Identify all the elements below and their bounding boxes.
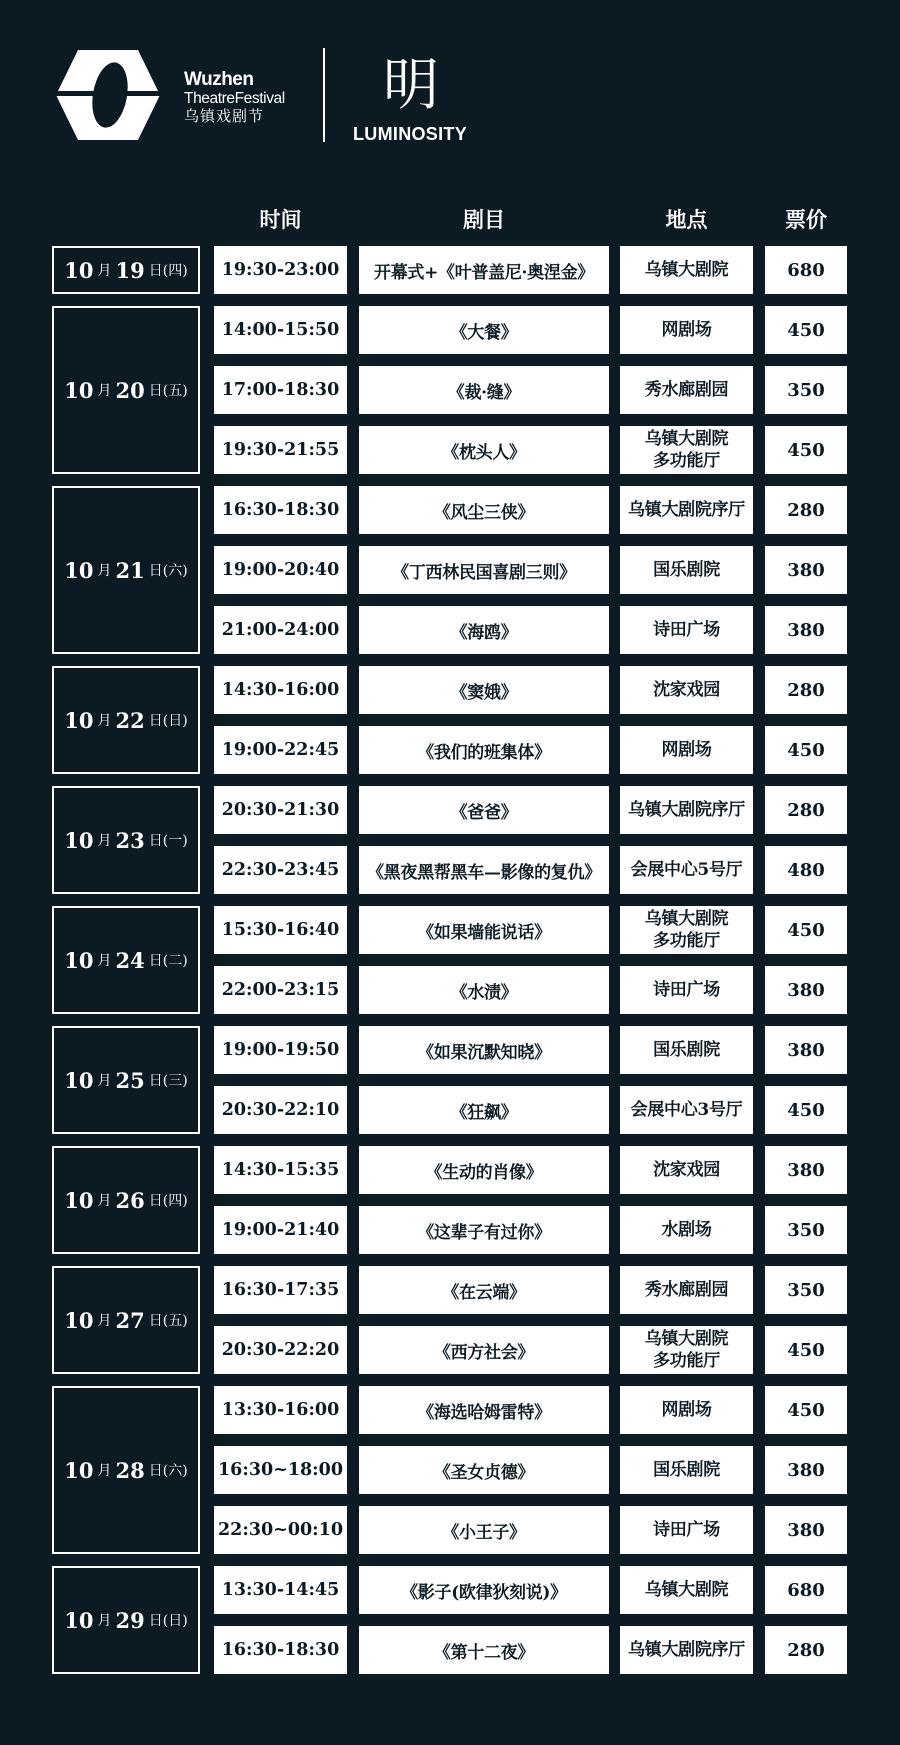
- month-label: 月: [97, 713, 112, 729]
- show-title-cell: 《水渍》: [359, 966, 609, 1014]
- date-day: 27: [115, 1307, 145, 1333]
- show-price-cell: 680: [765, 1566, 847, 1614]
- show-title-cell: 《爸爸》: [359, 786, 609, 834]
- show-venue-cell: 国乐剧院: [620, 546, 753, 594]
- column-header-venue: 地点: [665, 207, 708, 232]
- date-day: 26: [115, 1187, 145, 1213]
- show-time-cell: 16:30~18:00: [214, 1446, 347, 1494]
- show-price-cell: 280: [765, 786, 847, 834]
- show-title-cell: 《圣女贞德》: [359, 1446, 609, 1494]
- brand-name: Wuzhen: [184, 69, 254, 90]
- show-time-cell: 16:30-18:30: [214, 486, 347, 534]
- month-label: 月: [97, 1073, 112, 1089]
- show-time-cell: 20:30-22:10: [214, 1086, 347, 1134]
- date-cell: [52, 486, 200, 654]
- show-time-cell: 22:30~00:10: [214, 1506, 347, 1554]
- show-time-cell: 14:00-15:50: [214, 306, 347, 354]
- day-label: 日: [148, 263, 163, 279]
- day-label: 日: [148, 1073, 163, 1089]
- show-time-cell: 13:30-14:45: [214, 1566, 347, 1614]
- show-title-cell: 《这辈子有过你》: [359, 1206, 609, 1254]
- date-month: 10: [64, 947, 94, 973]
- show-time-cell: 19:00-22:45: [214, 726, 347, 774]
- show-title-cell: 《丁西林民国喜剧三则》: [359, 546, 609, 594]
- show-title-cell: 《风尘三侠》: [359, 486, 609, 534]
- show-price-cell: 450: [765, 726, 847, 774]
- date-month: 10: [64, 1067, 94, 1093]
- date-month: 10: [64, 1607, 94, 1633]
- show-time-cell: 20:30-21:30: [214, 786, 347, 834]
- date-day: 28: [115, 1457, 145, 1483]
- date-day: 23: [115, 827, 145, 853]
- show-time-cell: 16:30-17:35: [214, 1266, 347, 1314]
- column-header-show: 剧目: [463, 207, 505, 232]
- show-title-cell: 《第十二夜》: [359, 1626, 609, 1674]
- show-title-cell: 《生动的肖像》: [359, 1146, 609, 1194]
- show-title-cell: 《窦娥》: [359, 666, 609, 714]
- show-price-cell: 450: [765, 1086, 847, 1134]
- date-cell: [52, 306, 200, 474]
- show-time-cell: 20:30-22:20: [214, 1326, 347, 1374]
- show-time-cell: 19:00-21:40: [214, 1206, 347, 1254]
- festival-brand: [184, 70, 285, 124]
- show-price-cell: 380: [765, 966, 847, 1014]
- date-cell: [52, 1266, 200, 1374]
- date-weekday: (日): [162, 1613, 188, 1629]
- show-time-cell: 16:30-18:30: [214, 1626, 347, 1674]
- show-venue-cell: 诗田广场: [620, 606, 753, 654]
- show-venue-cell: 水剧场: [620, 1206, 753, 1254]
- show-time-cell: 15:30-16:40: [214, 906, 347, 954]
- show-time-cell: 19:00-19:50: [214, 1026, 347, 1074]
- show-venue-cell: 网剧场: [620, 1386, 753, 1434]
- show-venue-cell: 乌镇大剧院: [620, 246, 753, 294]
- festival-logo-icon: [56, 48, 160, 142]
- column-header-price: 票价: [785, 207, 827, 232]
- show-venue-cell: 乌镇大剧院 多功能厅: [620, 906, 753, 954]
- show-price-cell: 280: [765, 486, 847, 534]
- date-cell: [52, 786, 200, 894]
- date-cell: [52, 1386, 200, 1554]
- date-month: 10: [64, 827, 94, 853]
- show-venue-cell: 网剧场: [620, 726, 753, 774]
- month-label: 月: [97, 953, 112, 969]
- show-time-cell: 19:30-23:00: [214, 246, 347, 294]
- show-title-cell: 《狂飙》: [359, 1086, 609, 1134]
- show-time-cell: 21:00-24:00: [214, 606, 347, 654]
- date-cell: [52, 666, 200, 774]
- date-month: 10: [64, 377, 94, 403]
- date-weekday: (四): [162, 1193, 188, 1209]
- date-day: 21: [115, 557, 145, 583]
- show-venue-cell: 沈家戏园: [620, 1146, 753, 1194]
- show-venue-cell: 诗田广场: [620, 1506, 753, 1554]
- date-day: 25: [115, 1067, 145, 1093]
- date-day: 19: [115, 257, 145, 283]
- day-label: 日: [148, 713, 163, 729]
- theme-title: LUMINOSITY: [353, 124, 467, 144]
- date-weekday: (一): [162, 833, 188, 849]
- day-label: 日: [148, 833, 163, 849]
- show-price-cell: 280: [765, 666, 847, 714]
- show-venue-cell: 诗田广场: [620, 966, 753, 1014]
- show-price-cell: 450: [765, 306, 847, 354]
- show-price-cell: 680: [765, 246, 847, 294]
- show-price-cell: 280: [765, 1626, 847, 1674]
- day-label: 日: [148, 563, 163, 579]
- date-weekday: (六): [162, 563, 188, 579]
- show-price-cell: 380: [765, 546, 847, 594]
- date-weekday: (五): [162, 1313, 188, 1329]
- show-venue-cell: 乌镇大剧院序厅: [620, 486, 753, 534]
- month-label: 月: [97, 1463, 112, 1479]
- show-venue-cell: 乌镇大剧院序厅: [620, 1626, 753, 1674]
- show-title-cell: 《枕头人》: [359, 426, 609, 474]
- show-price-cell: 480: [765, 846, 847, 894]
- show-price-cell: 450: [765, 1386, 847, 1434]
- show-time-cell: 22:00-23:15: [214, 966, 347, 1014]
- show-venue-cell: 秀水廊剧园: [620, 366, 753, 414]
- month-label: 月: [97, 1193, 112, 1209]
- date-weekday: (二): [162, 953, 188, 969]
- day-label: 日: [148, 1193, 163, 1209]
- show-venue-cell: 秀水廊剧园: [620, 1266, 753, 1314]
- date-month: 10: [64, 1457, 94, 1483]
- show-price-cell: 350: [765, 1266, 847, 1314]
- show-time-cell: 19:00-20:40: [214, 546, 347, 594]
- theme-character: [383, 53, 439, 118]
- date-weekday: (六): [162, 1463, 188, 1479]
- show-price-cell: 450: [765, 1326, 847, 1374]
- show-time-cell: 13:30-16:00: [214, 1386, 347, 1434]
- show-time-cell: 14:30-16:00: [214, 666, 347, 714]
- date-month: 10: [64, 1187, 94, 1213]
- date-month: 10: [64, 557, 94, 583]
- date-weekday: (三): [162, 1073, 188, 1089]
- show-title-cell: 《我们的班集体》: [359, 726, 609, 774]
- show-title-cell: 《海鸥》: [359, 606, 609, 654]
- brand-subtitle: TheatreFestival: [184, 90, 285, 107]
- show-time-cell: 22:30-23:45: [214, 846, 347, 894]
- date-month: 10: [64, 1307, 94, 1333]
- show-venue-cell: 会展中心3号厅: [620, 1086, 753, 1134]
- show-title-cell: 开幕式+《叶普盖尼·奥涅金》: [359, 246, 609, 294]
- date-cell: [52, 1146, 200, 1254]
- show-title-cell: 《小王子》: [359, 1506, 609, 1554]
- date-weekday: (日): [162, 713, 188, 729]
- show-price-cell: 450: [765, 906, 847, 954]
- show-title-cell: 《在云端》: [359, 1266, 609, 1314]
- month-label: 月: [97, 563, 112, 579]
- show-time-cell: 14:30-15:35: [214, 1146, 347, 1194]
- show-price-cell: 380: [765, 1506, 847, 1554]
- show-title-cell: 《海选哈姆雷特》: [359, 1386, 609, 1434]
- date-weekday: (四): [162, 263, 188, 279]
- show-title-cell: 《如果沉默知晓》: [359, 1026, 609, 1074]
- day-label: 日: [148, 383, 163, 399]
- show-price-cell: 380: [765, 606, 847, 654]
- month-label: 月: [97, 1613, 112, 1629]
- day-label: 日: [148, 1613, 163, 1629]
- show-time-cell: 17:00-18:30: [214, 366, 347, 414]
- show-price-cell: 350: [765, 366, 847, 414]
- show-venue-cell: 乌镇大剧院序厅: [620, 786, 753, 834]
- date-cell: [52, 1566, 200, 1674]
- date-day: 22: [115, 707, 145, 733]
- festival-header: [0, 0, 900, 170]
- date-day: 24: [115, 947, 145, 973]
- column-header-time: 时间: [259, 207, 302, 232]
- show-venue-cell: 网剧场: [620, 306, 753, 354]
- show-venue-cell: 国乐剧院: [620, 1026, 753, 1074]
- show-title-cell: 《黑夜黑帮黑车—影像的复仇》: [359, 846, 609, 894]
- show-price-cell: 380: [765, 1146, 847, 1194]
- show-venue-cell: 乌镇大剧院 多功能厅: [620, 1326, 753, 1374]
- month-label: 月: [97, 833, 112, 849]
- header-divider: [323, 48, 325, 142]
- month-label: 月: [97, 383, 112, 399]
- date-cell: [52, 906, 200, 1014]
- date-weekday: (五): [162, 383, 188, 399]
- brand-chinese-name: 乌镇戏剧节: [184, 107, 265, 125]
- show-price-cell: 350: [765, 1206, 847, 1254]
- date-day: 20: [115, 377, 145, 403]
- show-venue-cell: 国乐剧院: [620, 1446, 753, 1494]
- show-title-cell: 《影子(欧律狄刻说)》: [359, 1566, 609, 1614]
- day-label: 日: [148, 1313, 163, 1329]
- date-cell: [52, 1026, 200, 1134]
- show-venue-cell: 乌镇大剧院: [620, 1566, 753, 1614]
- month-label: 月: [97, 1313, 112, 1329]
- day-label: 日: [148, 1463, 163, 1479]
- show-time-cell: 19:30-21:55: [214, 426, 347, 474]
- show-venue-cell: 乌镇大剧院 多功能厅: [620, 426, 753, 474]
- show-price-cell: 450: [765, 426, 847, 474]
- date-month: 10: [64, 707, 94, 733]
- date-month: 10: [64, 257, 94, 283]
- show-price-cell: 380: [765, 1026, 847, 1074]
- date-day: 29: [115, 1607, 145, 1633]
- month-label: 月: [97, 263, 112, 279]
- show-venue-cell: 会展中心5号厅: [620, 846, 753, 894]
- day-label: 日: [148, 953, 163, 969]
- show-title-cell: 《如果墙能说话》: [359, 906, 609, 954]
- show-price-cell: 380: [765, 1446, 847, 1494]
- date-cell: [52, 246, 200, 294]
- show-venue-cell: 沈家戏园: [620, 666, 753, 714]
- show-title-cell: 《裁·缝》: [359, 366, 609, 414]
- show-title-cell: 《西方社会》: [359, 1326, 609, 1374]
- show-title-cell: 《大餐》: [359, 306, 609, 354]
- svg-text:明: 明: [383, 53, 439, 118]
